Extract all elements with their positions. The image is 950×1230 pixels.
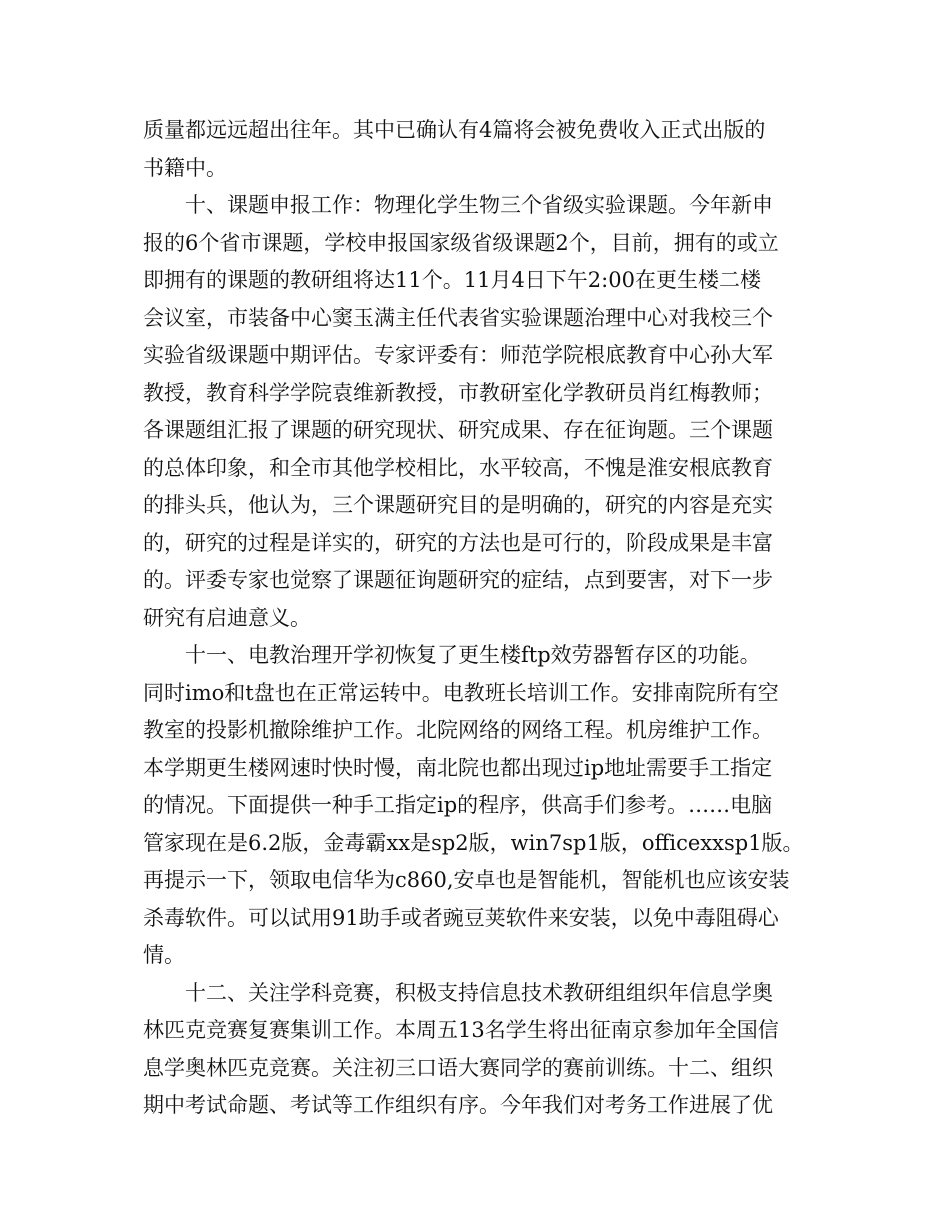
text-line: 实验省级课题中期评估。专家评委有：师范学院根底教育中心孙大军 [143, 343, 773, 367]
text-line: 十一、电教治理开学初恢复了更生楼ftp效劳器暂存区的功能。 [185, 643, 761, 667]
text-line: 质量都远远超出往年。其中已确认有4篇将会被免费收入正式出版的 [143, 118, 766, 142]
text-line: 的，研究的过程是详实的，研究的方法也是可行的，阶段成果是丰富 [143, 530, 773, 555]
text-line: 书籍中。 [143, 155, 227, 180]
text-line: 管家现在是6.2版，金毒霸xx是sp2版，win7sp1版，officexxsp1版。 [143, 830, 804, 855]
text-line: 教授，教育科学学院袁维新教授，市教研室化学教研员肖红梅教师； [143, 380, 773, 405]
text-line: 报的6个省市课题，学校申报国家级省级课题2个，目前，拥有的或立 [143, 230, 779, 255]
text-line: 本学期更生楼网速时快时慢，南北院也都出现过ip地址需要手工指定 [143, 755, 773, 780]
text-line: 的。评委专家也觉察了课题征询题研究的症结，点到要害，对下一步 [143, 568, 773, 592]
text-line: 十、课题申报工作：物理化学生物三个省级实验课题。今年新申 [185, 193, 773, 217]
text-line: 各课题组汇报了课题的研究现状、研究成果、存在征询题。三个课题 [143, 418, 773, 442]
text-line: 息学奥林匹克竞赛。关注初三口语大赛同学的赛前训练。十二、组织 [143, 1055, 773, 1080]
text-line: 会议室，市装备中心窦玉满主任代表省实验课题治理中心对我校三个 [143, 305, 773, 330]
text-line: 的排头兵，他认为，三个课题研究目的是明确的，研究的内容是充实 [143, 493, 773, 517]
text-line: 再提示一下，领取电信华为c860,安卓也是智能机，智能机也应该安装 [143, 868, 790, 892]
text-line: 期中考试命题、考试等工作组织有序。今年我们对考务工作进展了优 [143, 1093, 773, 1117]
text-line: 杀毒软件。可以试用91助手或者豌豆荚软件来安装，以免中毒阻碍心 [143, 905, 779, 930]
text-line: 即拥有的课题的教研组将达11个。11月4日下午2:00在更生楼二楼 [143, 268, 761, 292]
text-line: 情。 [143, 943, 185, 967]
text-line: 十二、关注学科竞赛，积极支持信息技术教研组组织年信息学奥 [185, 980, 773, 1005]
text-line: 林匹克竞赛复赛集训工作。本周五13名学生将出征南京参加年全国信 [143, 1018, 779, 1042]
text-line: 的总体印象，和全市其他学校相比，水平较高，不愧是淮安根底教育 [143, 455, 773, 480]
text-line: 教室的投影机撤除维护工作。北院网络的网络工程。机房维护工作。 [143, 718, 773, 742]
document-body [143, 112, 808, 1125]
text-line: 的情况。下面提供一种手工指定ip的程序，供高手们参考。……电脑 [143, 793, 773, 817]
text-line: 同时imo和t盘也在正常运转中。电教班长培训工作。安排南院所有空 [143, 680, 779, 705]
text-line: 研究有启迪意义。 [143, 605, 311, 630]
